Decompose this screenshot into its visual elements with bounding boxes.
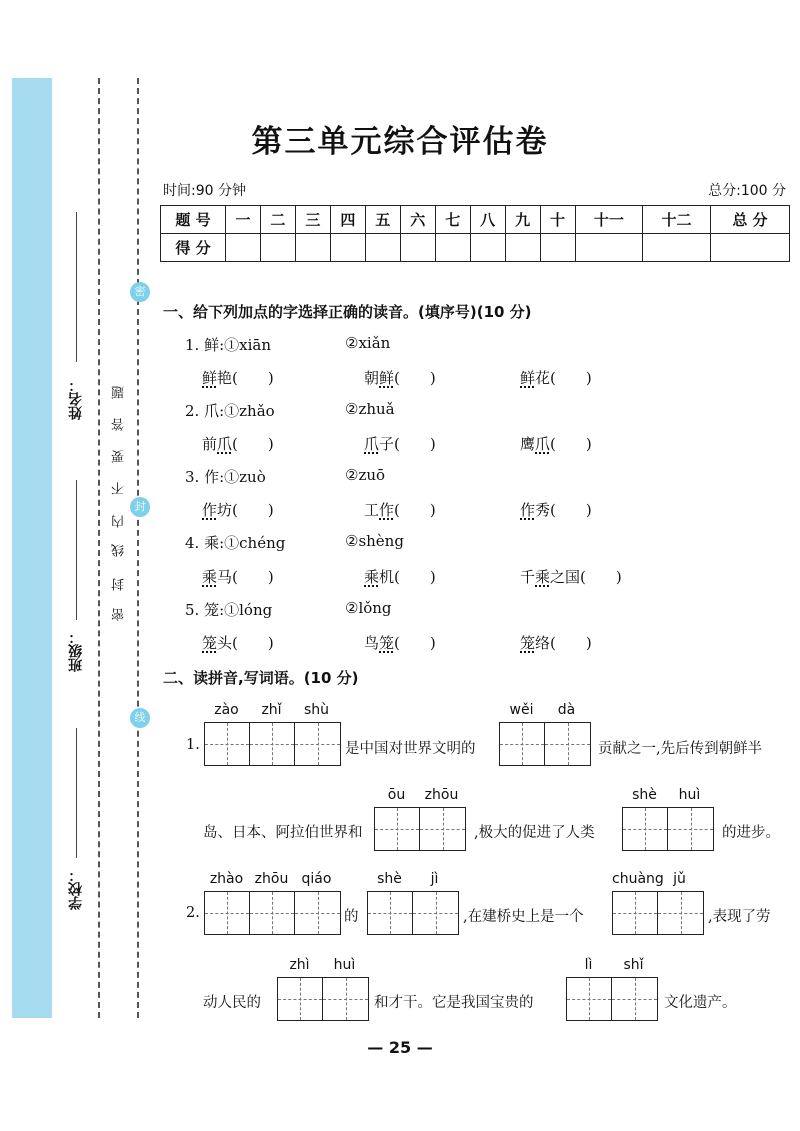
col-header: 三 [295, 206, 330, 234]
tianzige-boxes-2[interactable] [277, 977, 369, 1021]
pinyin: lì [584, 957, 593, 973]
exam-time: 时间:90 分钟 [163, 183, 246, 199]
pinyin: zào [214, 702, 239, 718]
pinyin: zhōu [254, 871, 289, 887]
item1-word2[interactable]: 朝鲜( ) [364, 369, 436, 387]
row-label-score: 得 分 [161, 234, 226, 262]
q2-text4: 动人民的 [203, 995, 261, 1011]
col-header: 四 [330, 206, 365, 234]
char-cell[interactable] [500, 723, 545, 765]
col-header: 十二 [643, 206, 711, 234]
char-cell[interactable] [278, 978, 323, 1020]
char-cell[interactable] [295, 723, 340, 765]
char-cell[interactable] [545, 723, 590, 765]
col-header: 五 [365, 206, 400, 234]
item5-word1[interactable]: 笼头( ) [202, 634, 274, 652]
item2-word3[interactable]: 鹰爪( ) [520, 435, 592, 453]
pinyin: shè [377, 871, 402, 887]
exam-total-score: 总分:100 分 [708, 183, 786, 199]
pinyin: jì [430, 871, 439, 887]
name-line [76, 212, 77, 362]
q1-text1: 是中国对世界文明的 [345, 741, 476, 757]
vertical-note-char: 不 [112, 482, 127, 495]
pinyin: shù [303, 702, 330, 718]
score-table-header-row [161, 206, 790, 234]
item4-option2: ②shèng [345, 532, 404, 550]
section2-heading: 二、读拼音,写词语。(10 分) [163, 669, 359, 687]
item3-word2[interactable]: 工作( ) [364, 501, 436, 519]
item2-option1: 2. 爪:①zhǎo [185, 402, 275, 420]
vertical-note-char: 线 [112, 544, 127, 557]
score-cell[interactable] [470, 234, 505, 262]
item5-option2: ②lǒng [345, 599, 392, 617]
q2-text6: 文化遗产。 [664, 995, 737, 1011]
class-label: 班级： [68, 630, 84, 672]
cut-line-dashed-left [98, 78, 100, 1018]
section1-heading: 一、给下列加点的字选择正确的读音。(填序号)(10 分) [163, 303, 532, 321]
tianzige-boxes-2[interactable] [566, 977, 658, 1021]
score-cell[interactable] [295, 234, 330, 262]
col-header: 十一 [575, 206, 643, 234]
col-header: 六 [400, 206, 435, 234]
col-header: 二 [260, 206, 295, 234]
pinyin: chuàng [612, 871, 664, 887]
pinyin: shè [632, 787, 657, 803]
char-cell[interactable] [368, 892, 413, 934]
item2-option2: ②zhuǎ [345, 400, 395, 418]
col-header: 十 [540, 206, 575, 234]
q2-number: 2. [186, 905, 200, 921]
school-line [76, 728, 77, 858]
q2-text1: 的 [344, 909, 359, 925]
tianzige-boxes-3[interactable] [204, 891, 341, 935]
score-cell[interactable] [400, 234, 435, 262]
item2-word1[interactable]: 前爪( ) [202, 435, 274, 453]
score-cell[interactable] [710, 234, 789, 262]
seal-xian: 线 [130, 708, 150, 728]
vertical-note-char: 答 [112, 418, 127, 431]
item4-option1: 4. 乘:①chéng [185, 534, 286, 552]
char-cell[interactable] [420, 808, 465, 850]
char-cell[interactable] [567, 978, 612, 1020]
char-cell[interactable] [250, 892, 295, 934]
tianzige-boxes-2[interactable] [374, 807, 466, 851]
class-line [76, 480, 77, 620]
score-cell[interactable] [365, 234, 400, 262]
char-cell[interactable] [668, 808, 713, 850]
binding-strip [12, 78, 52, 1018]
item4-word2[interactable]: 乘机( ) [364, 568, 436, 586]
score-cell[interactable] [260, 234, 295, 262]
q1-text5: 的进步。 [722, 825, 780, 841]
vertical-note-char: 要 [112, 450, 127, 463]
pinyin: zhì [289, 957, 310, 973]
tianzige-boxes-2[interactable] [499, 722, 591, 766]
item4-word1[interactable]: 乘马( ) [202, 568, 274, 586]
vertical-note-char: 题 [112, 386, 127, 399]
name-label: 姓名： [68, 378, 84, 420]
vertical-note-char: 封 [112, 578, 127, 591]
vertical-note-char: 内 [112, 515, 127, 528]
item1-word3[interactable]: 鲜花( ) [520, 369, 592, 387]
pinyin: zhào [209, 871, 244, 887]
tianzige-boxes-2[interactable] [612, 891, 704, 935]
q1-text4: ,极大的促进了人类 [474, 825, 595, 841]
char-cell[interactable] [413, 892, 458, 934]
item4-word3[interactable]: 千乘之国( ) [520, 568, 622, 586]
char-cell[interactable] [612, 978, 657, 1020]
cut-line-dashed-right [137, 78, 139, 1018]
pinyin: zhōu [424, 787, 459, 803]
score-table-score-row [161, 234, 790, 262]
pinyin: qiáo [301, 871, 332, 887]
item5-option1: 5. 笼:①lóng [185, 601, 273, 619]
q2-text2: ,在建桥史上是一个 [463, 909, 584, 925]
q1-text2: 贡献之一,先后传到朝鲜半 [598, 741, 763, 757]
char-cell[interactable] [205, 892, 250, 934]
seal-mi: 密 [130, 282, 150, 302]
pinyin: huì [678, 787, 701, 803]
char-cell[interactable] [375, 808, 420, 850]
char-cell[interactable] [323, 978, 368, 1020]
item2-word2[interactable]: 爪子( ) [364, 435, 436, 453]
school-label: 学校： [68, 868, 84, 910]
col-header: 八 [470, 206, 505, 234]
q2-text5: 和才干。它是我国宝贵的 [374, 995, 534, 1011]
q1-text3: 岛、日本、阿拉伯世界和 [203, 825, 363, 841]
score-cell[interactable] [505, 234, 540, 262]
score-cell[interactable] [643, 234, 711, 262]
item3-option1: 3. 作:①zuò [185, 468, 266, 486]
col-header: 九 [505, 206, 540, 234]
q1-number: 1. [186, 737, 200, 753]
item5-word2[interactable]: 鸟笼( ) [364, 634, 436, 652]
col-header: 一 [226, 206, 261, 234]
tianzige-boxes-2[interactable] [622, 807, 714, 851]
item3-word3[interactable]: 作秀( ) [520, 501, 592, 519]
q2-text3: ,表现了劳 [708, 909, 771, 925]
item1-option2: ②xiǎn [345, 334, 391, 352]
item1-option1: 1. 鲜:①xiān [185, 336, 271, 354]
tianzige-boxes-3[interactable] [204, 722, 341, 766]
row-label-question: 题 号 [161, 206, 226, 234]
pinyin: jǔ [673, 871, 686, 887]
score-cell[interactable] [575, 234, 643, 262]
pinyin: huì [333, 957, 356, 973]
pinyin: ōu [387, 787, 406, 803]
vertical-note-char: 密 [112, 608, 127, 621]
pinyin: wěi [509, 702, 534, 718]
tianzige-boxes-2[interactable] [367, 891, 459, 935]
pinyin: zhǐ [261, 702, 282, 718]
item1-word1[interactable]: 鲜艳( ) [202, 369, 274, 387]
item3-option2: ②zuō [345, 466, 386, 484]
char-cell[interactable] [250, 723, 295, 765]
char-cell[interactable] [205, 723, 250, 765]
score-table [160, 205, 790, 262]
pinyin: shǐ [623, 957, 644, 973]
char-cell[interactable] [295, 892, 340, 934]
col-header: 七 [435, 206, 470, 234]
score-cell[interactable] [226, 234, 261, 262]
score-cell[interactable] [435, 234, 470, 262]
score-cell[interactable] [330, 234, 365, 262]
page-number: — 25 — [367, 1038, 433, 1057]
score-cell[interactable] [540, 234, 575, 262]
seal-feng: 封 [130, 497, 150, 517]
item5-word3[interactable]: 笼络( ) [520, 634, 592, 652]
pinyin: dà [557, 702, 576, 718]
page-title: 第三单元综合评估卷 [251, 124, 549, 160]
char-cell[interactable] [658, 892, 703, 934]
char-cell[interactable] [623, 808, 668, 850]
item3-word1[interactable]: 作坊( ) [202, 501, 274, 519]
col-header: 总 分 [710, 206, 789, 234]
char-cell[interactable] [613, 892, 658, 934]
